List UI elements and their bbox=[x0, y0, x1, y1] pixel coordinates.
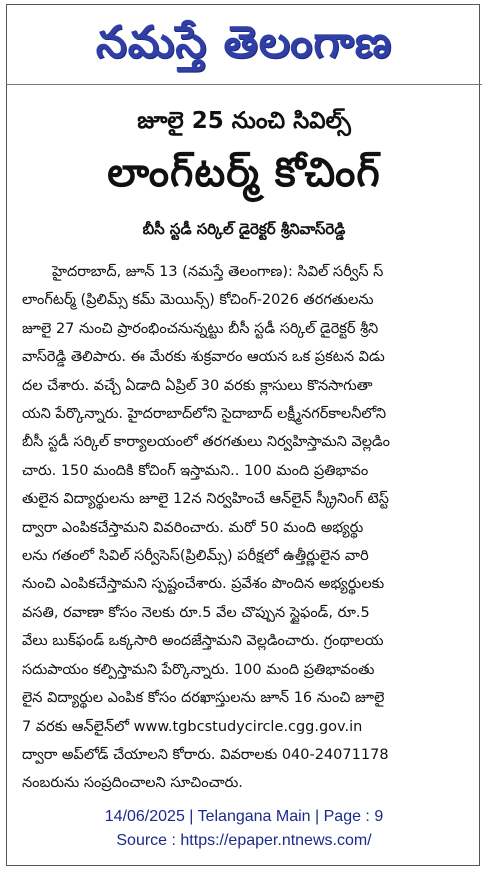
body-line: లైన విద్యార్థుల ఎంపిక కోసం దరఖాస్తులను జూన్ 16 నుంచి జూలై bbox=[22, 690, 385, 707]
body-line: యని పేర్కొన్నారు. హైదరాబాద్‌లోని సైదాబాద్ లక్ష్మీనగర్‌కాలనీలోని bbox=[22, 406, 387, 423]
newspaper-masthead: నమస్తే తెలంగాణ bbox=[95, 17, 393, 68]
body-line: లను గతంలో సివిల్ సర్వీసెస్(ప్రిలిమ్స్) పరీక్షలో ఉత్తీర్ణులైన వారి bbox=[22, 548, 369, 565]
body-line: నంబరును సంప్రదించాలని సూచించారు. bbox=[22, 775, 243, 792]
body-line: తులైన విద్యార్థులను జూలై 12న నిర్వహించే ఆన్‌లైన్ స్క్రీనింగ్ టెస్ట్ bbox=[22, 491, 389, 508]
article-kicker: జూలై 25 నుంచి సివిల్స్ bbox=[137, 108, 351, 134]
body-line: బీసీ స్టడీ సర్కిల్ కార్యాలయంలో తరగతులు నిర్వహిస్తామని వెల్లడిం bbox=[22, 434, 390, 451]
body-line: వేలు బుక్‌ఫండ్ ఒక్కసారి అందజేస్తామని వెల్లడించారు. గ్రంథాలయ bbox=[22, 633, 384, 650]
body-line: లాంగ్‌టర్మ్ (ప్రిలిమ్స్ కమ్ మెయిన్స్) కోచింగ్-2026 తరగతులను bbox=[22, 292, 374, 309]
body-line: సదుపాయం కల్పిస్తామని పేర్కొన్నారు. 100 మంది ప్రతిభావంతు bbox=[22, 661, 375, 678]
body-line: వసతి, రవాణా కోసం నెలకు రూ.5 వేల చొప్పున స్టైఫండ్, రూ.5 bbox=[22, 604, 370, 621]
body-line: దల చేశారు. వచ్చే ఏడాది ఏప్రిల్ 30 వరకు క్లాసులు కొనసాగుతా bbox=[22, 377, 373, 394]
body-line: జూలై 27 నుంచి ప్రారంభించనున్నట్టు బీసీ స్టడీ సర్కిల్ డైరెక్టర్ శ్రీని bbox=[22, 320, 379, 337]
body-line: నుంచి ఎంపికచేస్తామని స్పష్టంచేశారు. ప్రవేశం పొందిన అభ్యర్థులకు bbox=[22, 576, 385, 593]
clipping-source: Source : https://epaper.ntnews.com/ bbox=[116, 832, 372, 849]
masthead-divider bbox=[6, 84, 482, 85]
article-subhead: బీసీ స్టడీ సర్కిల్ డైరెక్టర్ శ్రీనివాస్‌రెడ్డి bbox=[142, 220, 346, 238]
article-headline: లాంగ్‌టర్మ్ కోచింగ్ bbox=[107, 150, 381, 196]
body-line: 7 వరకు ఆన్‌లైన్‌లో www.tgbcstudycircle.cgg.gov.in bbox=[22, 718, 363, 735]
body-line: వాస్‌రెడ్డి తెలిపారు. ఈ మేరకు శుక్రవారం ఆయన ఒక ప్రకటన విడు bbox=[22, 349, 385, 366]
body-line: హైదరాబాద్, జూన్ 13 (నమస్తే తెలంగాణ): సివిల్ సర్వీస్ స్ bbox=[52, 264, 384, 280]
article-body bbox=[22, 258, 468, 798]
body-line: ద్వారా అప్‌లోడ్ చేయాలని కోరారు. వివరాలకు 040-24071178 bbox=[22, 746, 389, 763]
clipping-meta: 14/06/2025 | Telangana Main | Page : 9 bbox=[104, 808, 384, 825]
body-line: చారు. 150 మందికి కోచింగ్ ఇస్తామని.. 100 మంది ప్రతిభావం bbox=[22, 462, 369, 479]
body-line: ద్వారా ఎంపికచేస్తామని వివరించారు. మరో 50 మంది అభ్యర్థు bbox=[22, 519, 364, 536]
